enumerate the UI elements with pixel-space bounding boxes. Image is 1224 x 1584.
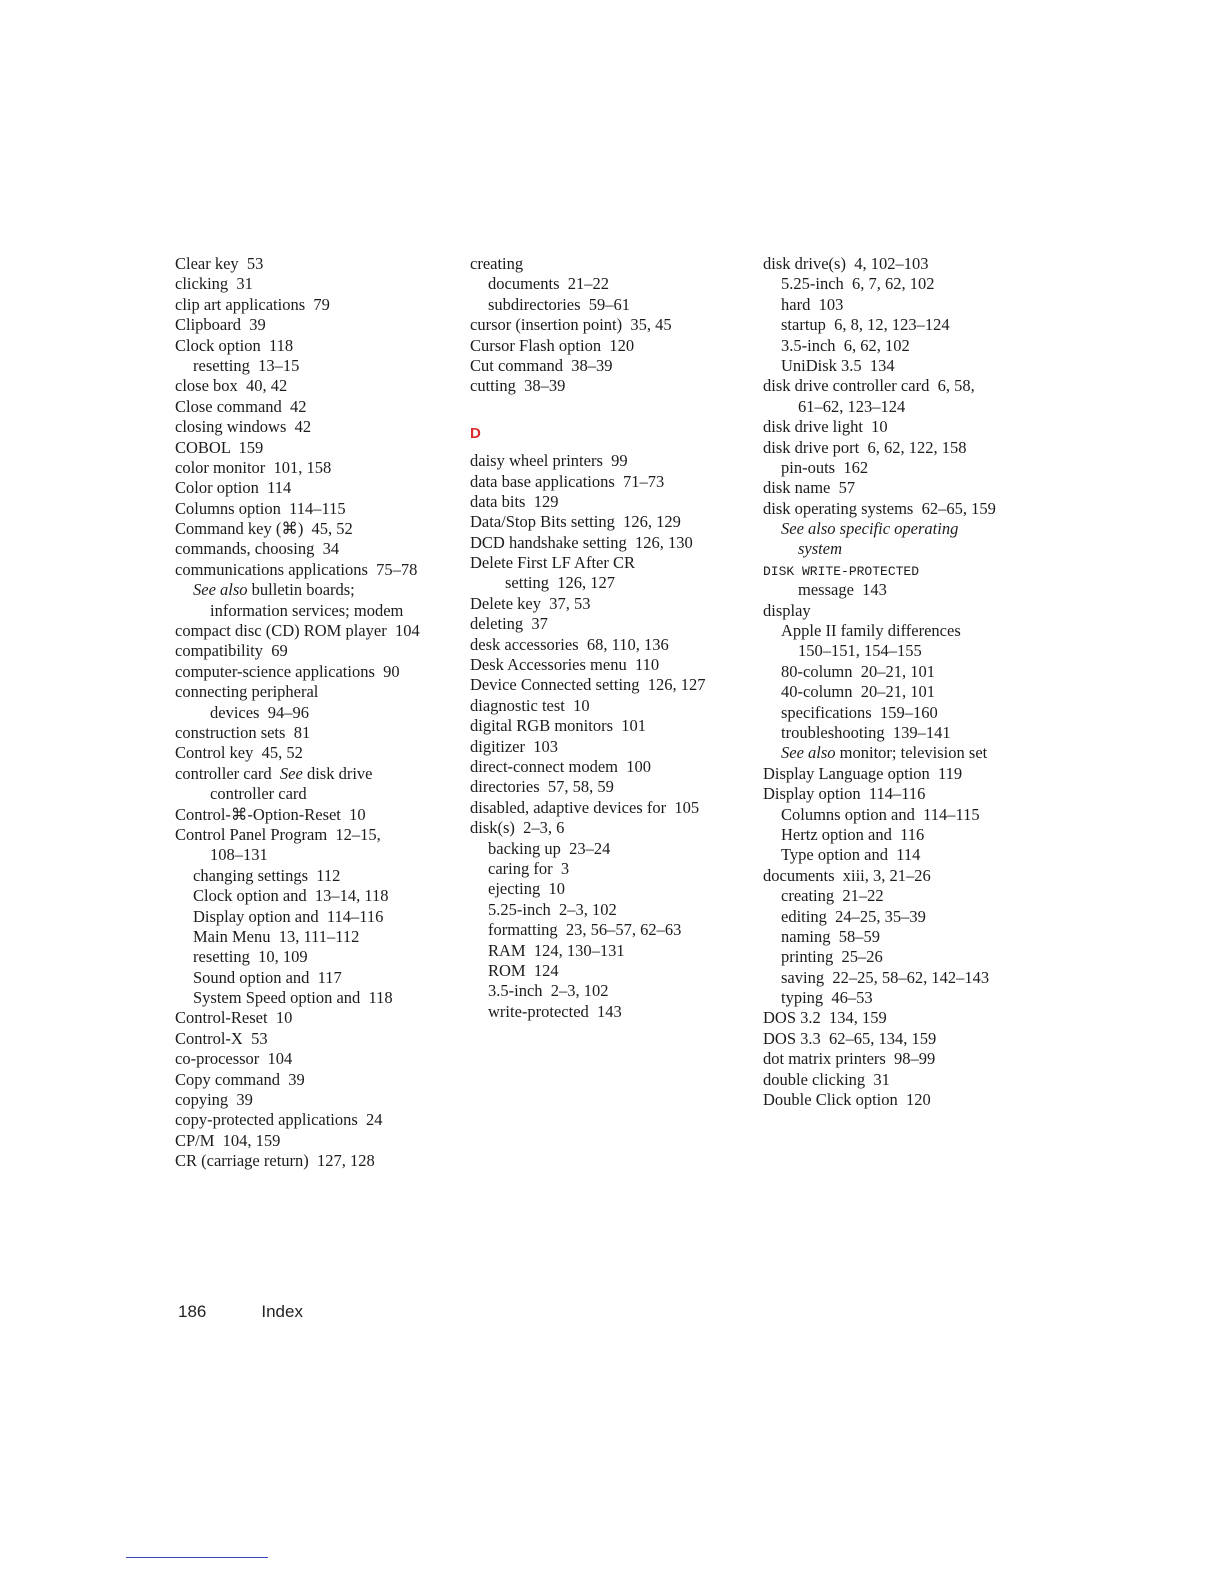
entry-text: caring for 3 bbox=[488, 858, 570, 878]
entry-text: CR (carriage return) 127, 128 bbox=[175, 1151, 375, 1171]
entry-text: deleting 37 bbox=[470, 614, 548, 634]
index-subentry bbox=[763, 805, 996, 825]
entry-text: bulletin boards; bbox=[247, 580, 355, 600]
entry-text: disk drive bbox=[302, 763, 373, 783]
index-subentry bbox=[470, 981, 706, 1001]
letter-heading: D bbox=[470, 425, 481, 443]
index-entry bbox=[175, 336, 420, 356]
entry-text: Sound option and 117 bbox=[193, 967, 342, 987]
index-entry bbox=[175, 1110, 420, 1130]
entry-text: See also bbox=[781, 743, 836, 763]
entry-text: Device Connected setting 126, 127 bbox=[470, 675, 706, 695]
index-entry bbox=[175, 376, 420, 396]
index-entry bbox=[763, 254, 996, 274]
index-subentry bbox=[470, 274, 706, 294]
index-entry bbox=[470, 818, 706, 838]
entry-text: System Speed option and 118 bbox=[193, 988, 393, 1008]
index-entry bbox=[175, 478, 420, 498]
entry-text: ejecting 10 bbox=[488, 879, 565, 899]
entry-text: compact disc (CD) ROM player 104 bbox=[175, 621, 420, 641]
index-entry bbox=[763, 417, 996, 437]
entry-text: Clock option 118 bbox=[175, 335, 294, 355]
entry-text: 3.5-inch 6, 62, 102 bbox=[781, 335, 910, 355]
entry-text: Control Panel Program 12–15, bbox=[175, 824, 381, 844]
entry-text: startup 6, 8, 12, 123–124 bbox=[781, 315, 950, 335]
index-subentry bbox=[763, 295, 996, 315]
entry-text: 5.25-inch 6, 7, 62, 102 bbox=[781, 274, 935, 294]
entry-text: close box 40, 42 bbox=[175, 376, 288, 396]
entry-text: Copy command 39 bbox=[175, 1069, 305, 1089]
index-entry bbox=[175, 825, 420, 845]
index-subentry bbox=[175, 866, 420, 886]
index-entry bbox=[470, 675, 706, 695]
entry-text: digitizer 103 bbox=[470, 736, 558, 756]
entry-text: disabled, adaptive devices for 105 bbox=[470, 797, 700, 817]
entry-text: documents 21–22 bbox=[488, 274, 609, 294]
page-number: 186 bbox=[178, 1302, 207, 1321]
index-entry bbox=[175, 682, 420, 702]
index-entry bbox=[470, 594, 706, 614]
index-entry bbox=[175, 764, 420, 784]
index-entry bbox=[763, 1090, 996, 1110]
index-subentry bbox=[763, 356, 996, 376]
index-subentry bbox=[763, 723, 996, 743]
entry-text: Cursor Flash option 120 bbox=[470, 335, 635, 355]
index-entry bbox=[175, 1008, 420, 1028]
index-subentry bbox=[763, 397, 996, 417]
index-entry bbox=[763, 764, 996, 784]
index-subentry bbox=[763, 519, 996, 539]
index-subentry bbox=[175, 968, 420, 988]
entry-text: DCD handshake setting 126, 130 bbox=[470, 532, 693, 552]
entry-text: disk operating systems 62–65, 159 bbox=[763, 498, 996, 518]
index-entry bbox=[470, 533, 706, 553]
index-entry bbox=[470, 635, 706, 655]
index-subentry bbox=[175, 356, 420, 376]
index-entry bbox=[175, 621, 420, 641]
entry-text: commands, choosing 34 bbox=[175, 539, 340, 559]
index-entry bbox=[175, 1049, 420, 1069]
entry-text: controller card bbox=[175, 763, 280, 783]
index-entry bbox=[175, 1070, 420, 1090]
spacer bbox=[470, 397, 706, 417]
index-entry bbox=[175, 560, 420, 580]
entry-text: Clipboard 39 bbox=[175, 315, 266, 335]
entry-text: display bbox=[763, 600, 811, 620]
entry-text: data base applications 71–73 bbox=[470, 471, 665, 491]
index-entry bbox=[763, 784, 996, 804]
index-subentry bbox=[175, 703, 420, 723]
entry-text: monitor; television set bbox=[835, 743, 988, 763]
entry-text: digital RGB monitors 101 bbox=[470, 716, 647, 736]
index-subentry bbox=[763, 907, 996, 927]
index-entry bbox=[470, 655, 706, 675]
index-column-2 bbox=[470, 254, 706, 1022]
index-subentry bbox=[763, 621, 996, 641]
index-entry bbox=[175, 1151, 420, 1171]
entry-text: See also bbox=[193, 580, 248, 600]
entry-text: 40-column 20–21, 101 bbox=[781, 682, 935, 702]
index-subentry bbox=[175, 784, 420, 804]
index-entry bbox=[175, 254, 420, 274]
entry-text: setting 126, 127 bbox=[505, 573, 615, 593]
entry-text: clip art applications 79 bbox=[175, 294, 330, 314]
index-subentry bbox=[763, 336, 996, 356]
index-subentry bbox=[175, 580, 420, 600]
index-entry bbox=[470, 777, 706, 797]
index-subentry bbox=[175, 886, 420, 906]
entry-text: DOS 3.2 134, 159 bbox=[763, 1008, 887, 1028]
index-entry bbox=[470, 798, 706, 818]
index-entry bbox=[470, 716, 706, 736]
entry-text: specifications 159–160 bbox=[781, 702, 938, 722]
entry-text: devices 94–96 bbox=[210, 702, 309, 722]
entry-text: DOS 3.3 62–65, 134, 159 bbox=[763, 1028, 937, 1048]
index-entry bbox=[470, 757, 706, 777]
index-entry bbox=[763, 866, 996, 886]
entry-text: computer-science applications 90 bbox=[175, 661, 400, 681]
entry-text: color monitor 101, 158 bbox=[175, 457, 332, 477]
index-subentry bbox=[763, 703, 996, 723]
page-footer bbox=[178, 1302, 303, 1322]
entry-text: information services; modem bbox=[210, 600, 404, 620]
index-subentry bbox=[763, 458, 996, 478]
entry-text: disk name 57 bbox=[763, 478, 856, 498]
index-entry bbox=[470, 356, 706, 376]
entry-text: Color option 114 bbox=[175, 478, 292, 498]
index-subentry bbox=[763, 743, 996, 763]
index-entry bbox=[763, 1029, 996, 1049]
entry-text: cursor (insertion point) 35, 45 bbox=[470, 315, 672, 335]
index-subentry bbox=[763, 968, 996, 988]
entry-text: 80-column 20–21, 101 bbox=[781, 661, 935, 681]
entry-text: Clear key 53 bbox=[175, 254, 264, 273]
index-entry bbox=[470, 614, 706, 634]
index-subentry bbox=[763, 988, 996, 1008]
entry-text: co-processor 104 bbox=[175, 1049, 293, 1069]
index-entry bbox=[763, 601, 996, 621]
entry-text: changing settings 112 bbox=[193, 865, 341, 885]
entry-text: printing 25–26 bbox=[781, 947, 883, 967]
entry-text: naming 58–59 bbox=[781, 926, 880, 946]
entry-text: Data/Stop Bits setting 126, 129 bbox=[470, 512, 681, 532]
entry-text: data bits 129 bbox=[470, 491, 559, 511]
index-subentry bbox=[175, 988, 420, 1008]
index-subentry bbox=[763, 539, 996, 559]
entry-text: CP/M 104, 159 bbox=[175, 1130, 281, 1150]
index-subentry bbox=[470, 859, 706, 879]
entry-text: Display option 114–116 bbox=[763, 784, 926, 804]
index-entry bbox=[175, 315, 420, 335]
entry-text: write-protected 143 bbox=[488, 1001, 622, 1021]
index-entry bbox=[175, 417, 420, 437]
entry-text: formatting 23, 56–57, 62–63 bbox=[488, 920, 682, 940]
index-subentry bbox=[763, 927, 996, 947]
entry-text: daisy wheel printers 99 bbox=[470, 451, 628, 471]
entry-text: creating 21–22 bbox=[781, 886, 884, 906]
entry-text: Display Language option 119 bbox=[763, 763, 963, 783]
index-entry bbox=[175, 1090, 420, 1110]
entry-text: closing windows 42 bbox=[175, 417, 312, 437]
entry-text: COBOL 159 bbox=[175, 437, 264, 457]
index-entry bbox=[763, 560, 996, 580]
index-subentry bbox=[763, 641, 996, 661]
entry-text: direct-connect modem 100 bbox=[470, 756, 651, 776]
index-subentry bbox=[470, 941, 706, 961]
entry-text: pin-outs 162 bbox=[781, 457, 869, 477]
index-entry bbox=[175, 641, 420, 661]
entry-text: Delete First LF After CR bbox=[470, 553, 635, 573]
index-subentry bbox=[175, 947, 420, 967]
entry-text: saving 22–25, 58–62, 142–143 bbox=[781, 967, 990, 987]
entry-text: documents xiii, 3, 21–26 bbox=[763, 865, 931, 885]
index-subentry bbox=[175, 601, 420, 621]
index-entry bbox=[470, 512, 706, 532]
entry-text: compatibility 69 bbox=[175, 641, 288, 661]
index-subentry bbox=[763, 682, 996, 702]
entry-text: disk drive(s) 4, 102–103 bbox=[763, 254, 929, 273]
entry-text: hard 103 bbox=[781, 294, 844, 314]
entry-text: troubleshooting 139–141 bbox=[781, 722, 951, 742]
index-entry bbox=[763, 438, 996, 458]
entry-text: 5.25-inch 2–3, 102 bbox=[488, 899, 617, 919]
index-subentry bbox=[763, 845, 996, 865]
entry-text: resetting 10, 109 bbox=[193, 947, 308, 967]
entry-text: Command key (⌘) 45, 52 bbox=[175, 519, 353, 539]
index-entry bbox=[470, 696, 706, 716]
index-entry bbox=[175, 662, 420, 682]
index-entry bbox=[175, 743, 420, 763]
entry-text: controller card bbox=[210, 784, 307, 804]
entry-text: Cut command 38–39 bbox=[470, 355, 613, 375]
index-entry bbox=[175, 805, 420, 825]
entry-text: Control-Reset 10 bbox=[175, 1008, 293, 1028]
index-entry bbox=[175, 295, 420, 315]
index-subentry bbox=[763, 947, 996, 967]
index-subentry bbox=[470, 961, 706, 981]
index-subentry bbox=[470, 900, 706, 920]
index-subentry bbox=[763, 580, 996, 600]
index-subentry bbox=[763, 662, 996, 682]
index-subentry bbox=[763, 274, 996, 294]
entry-text: diagnostic test 10 bbox=[470, 695, 590, 715]
entry-text: Main Menu 13, 111–112 bbox=[193, 926, 360, 946]
index-subentry bbox=[763, 315, 996, 335]
entry-text: 150–151, 154–155 bbox=[798, 641, 922, 661]
entry-text: Clock option and 13–14, 118 bbox=[193, 886, 389, 906]
entry-text: Display option and 114–116 bbox=[193, 906, 384, 926]
index-entry bbox=[763, 499, 996, 519]
index-entry bbox=[175, 438, 420, 458]
entry-text: clicking 31 bbox=[175, 274, 253, 294]
index-entry bbox=[470, 336, 706, 356]
entry-text: creating bbox=[470, 254, 524, 273]
entry-text: desk accessories 68, 110, 136 bbox=[470, 634, 669, 654]
entry-text: See bbox=[279, 763, 303, 783]
index-entry bbox=[175, 397, 420, 417]
entry-text: disk(s) 2–3, 6 bbox=[470, 818, 565, 838]
entry-text: RAM 124, 130–131 bbox=[488, 940, 625, 960]
entry-text: directories 57, 58, 59 bbox=[470, 777, 614, 797]
index-subentry bbox=[470, 879, 706, 899]
entry-text: subdirectories 59–61 bbox=[488, 294, 631, 314]
index-entry bbox=[470, 451, 706, 471]
index-subentry bbox=[763, 886, 996, 906]
entry-text: Columns option 114–115 bbox=[175, 498, 346, 518]
entry-text: disk drive controller card 6, 58, bbox=[763, 376, 975, 396]
index-column-3 bbox=[763, 254, 996, 1110]
index-entry bbox=[470, 376, 706, 396]
index-entry bbox=[470, 472, 706, 492]
index-subentry bbox=[470, 295, 706, 315]
entry-text: DISK WRITE-PROTECTED bbox=[763, 563, 920, 579]
entry-text: 108–131 bbox=[210, 845, 268, 865]
index-entry bbox=[470, 492, 706, 512]
entry-text: 3.5-inch 2–3, 102 bbox=[488, 981, 609, 1001]
index-subentry bbox=[175, 927, 420, 947]
index-subentry bbox=[470, 920, 706, 940]
entry-text: message 143 bbox=[798, 580, 887, 600]
entry-text: dot matrix printers 98–99 bbox=[763, 1049, 936, 1069]
index-subentry bbox=[175, 845, 420, 865]
index-entry bbox=[763, 1049, 996, 1069]
entry-text: backing up 23–24 bbox=[488, 838, 611, 858]
entry-text: Double Click option 120 bbox=[763, 1090, 931, 1110]
entry-text: typing 46–53 bbox=[781, 988, 873, 1008]
entry-text: Delete key 37, 53 bbox=[470, 593, 591, 613]
index-entry bbox=[470, 254, 706, 274]
entry-text: copy-protected applications 24 bbox=[175, 1110, 383, 1130]
index-entry bbox=[763, 1070, 996, 1090]
index-subentry bbox=[175, 907, 420, 927]
index-subentry bbox=[763, 825, 996, 845]
index-entry bbox=[470, 315, 706, 335]
entry-text: Close command 42 bbox=[175, 396, 307, 416]
index-subentry bbox=[470, 839, 706, 859]
entry-text: disk drive light 10 bbox=[763, 417, 888, 437]
index-subentry bbox=[470, 573, 706, 593]
entry-text: copying 39 bbox=[175, 1090, 253, 1110]
entry-text: system bbox=[798, 539, 842, 559]
index-entry bbox=[763, 376, 996, 396]
entry-text: Hertz option and 116 bbox=[781, 824, 925, 844]
index-subentry bbox=[470, 1002, 706, 1022]
entry-text: cutting 38–39 bbox=[470, 376, 566, 396]
entry-text: Apple II family differences bbox=[781, 621, 961, 641]
entry-text: construction sets 81 bbox=[175, 722, 311, 742]
entry-text: communications applications 75–78 bbox=[175, 559, 418, 579]
index-entry bbox=[470, 553, 706, 573]
index-entry bbox=[175, 499, 420, 519]
index-entry bbox=[175, 458, 420, 478]
index-entry bbox=[470, 737, 706, 757]
entry-text: ROM 124 bbox=[488, 960, 559, 980]
index-column-1 bbox=[175, 254, 420, 1172]
entry-text: See also specific operating bbox=[781, 519, 959, 539]
entry-text: Control key 45, 52 bbox=[175, 743, 303, 763]
entry-text: Desk Accessories menu 110 bbox=[470, 655, 660, 675]
index-entry bbox=[763, 478, 996, 498]
index-entry bbox=[175, 274, 420, 294]
entry-text: connecting peripheral bbox=[175, 682, 319, 702]
entry-text: UniDisk 3.5 134 bbox=[781, 355, 895, 375]
entry-text: disk drive port 6, 62, 122, 158 bbox=[763, 437, 967, 457]
index-entry bbox=[175, 1029, 420, 1049]
entry-text: double clicking 31 bbox=[763, 1069, 890, 1089]
entry-text: Type option and 114 bbox=[781, 845, 921, 865]
index-entry bbox=[175, 519, 420, 539]
index-entry bbox=[175, 539, 420, 559]
entry-text: Control-⌘-Option-Reset 10 bbox=[175, 804, 366, 824]
section-name: Index bbox=[261, 1302, 303, 1321]
entry-text: Control-X 53 bbox=[175, 1028, 268, 1048]
entry-text: resetting 13–15 bbox=[193, 355, 300, 375]
entry-text: 61–62, 123–124 bbox=[798, 396, 906, 416]
index-entry bbox=[175, 1131, 420, 1151]
bottom-rule bbox=[126, 1557, 268, 1558]
entry-text: Columns option and 114–115 bbox=[781, 804, 980, 824]
entry-text: editing 24–25, 35–39 bbox=[781, 906, 926, 926]
index-entry bbox=[175, 723, 420, 743]
index-entry bbox=[763, 1008, 996, 1028]
